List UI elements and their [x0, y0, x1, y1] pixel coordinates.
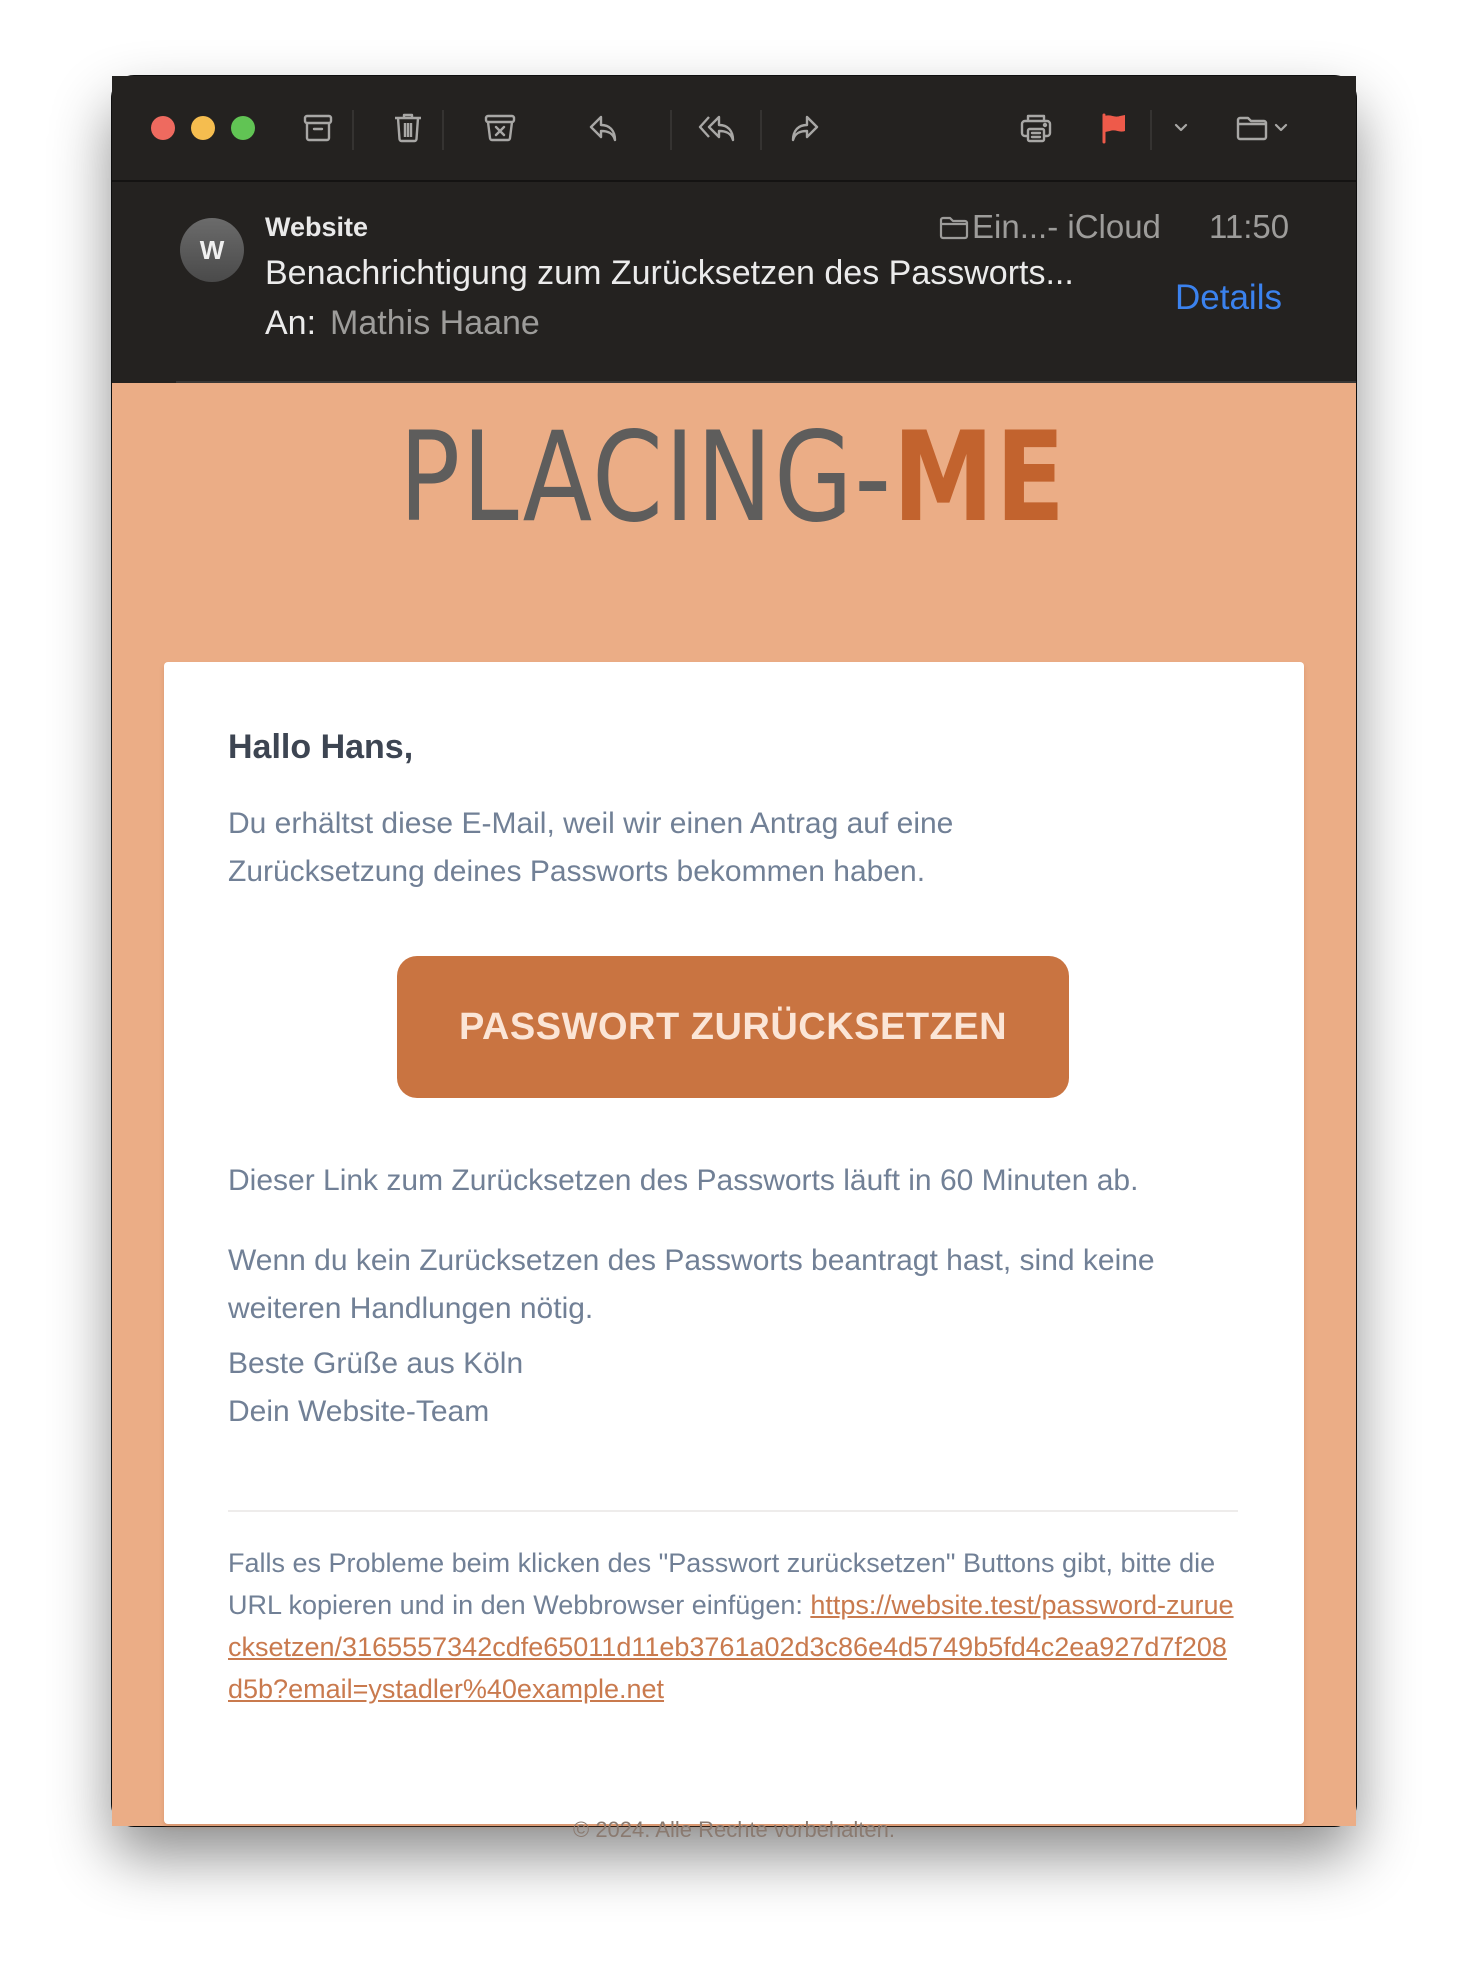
minimize-window-button[interactable] [191, 116, 215, 140]
toolbar-separator [442, 110, 444, 150]
to-label: An: [265, 304, 317, 342]
brand-logo [399, 406, 1067, 550]
forward-icon[interactable] [782, 106, 826, 150]
toolbar-separator [1150, 110, 1152, 150]
chevron-down-icon[interactable] [1272, 118, 1290, 136]
reply-icon[interactable] [582, 106, 626, 150]
intro-paragraph: Du erhältst diese E-Mail, weil wir einen Antrag auf eine Zurücksetzung deines Passworts bekommen haben. [228, 807, 954, 888]
close-window-button[interactable] [151, 116, 175, 140]
no-action-paragraph: Wenn du kein Zurücksetzen des Passworts beantragt hast, sind keine weiteren Handlungen nötig. [228, 1244, 1155, 1325]
mailbox-location[interactable] [938, 208, 1161, 246]
mail-window [112, 76, 1356, 1842]
avatar-initial: W [199, 234, 225, 265]
zoom-window-button[interactable] [231, 116, 255, 140]
footer-copyright: © 2024. Alle Rechte vorbehalten. [573, 1817, 895, 1842]
details-link[interactable]: Details [1175, 278, 1282, 317]
content-divider [228, 1510, 1238, 1512]
message-time: 11:50 [1209, 208, 1290, 245]
logo-text-right: ME [892, 406, 1067, 550]
email-body [112, 383, 1356, 1842]
message-subject: Benachrichtigung zum Zurücksetzen des Passworts... [265, 254, 1074, 292]
reply-all-icon[interactable] [692, 106, 746, 150]
sign-off-line-1: Beste Grüße aus Köln [228, 1347, 524, 1380]
toolbar-separator [670, 110, 672, 150]
reset-password-button[interactable]: PASSWORT ZURÜCKSETZEN [397, 956, 1069, 1098]
recipient-line [265, 304, 540, 343]
folder-icon [938, 212, 970, 242]
reset-url-link[interactable]: https://website.test/password-zuruecksetzen/3165557342cdfe65011d11eb3761a02d3c86e4d5749b5fd4c2ea927d7f208d5b?email=ystadler%40example.net [228, 1590, 1234, 1704]
expiry-paragraph: Dieser Link zum Zurücksetzen des Passworts läuft in 60 Minuten ab. [228, 1164, 1139, 1197]
avatar [180, 218, 244, 282]
toolbar-separator [760, 110, 762, 150]
sign-off-line-2: Dein Website-Team [228, 1395, 490, 1428]
trash-icon[interactable] [386, 106, 430, 150]
greeting: Hallo Hans, [228, 728, 414, 766]
trouble-text: Falls es Probleme beim klicken des "Passwort zurücksetzen" Buttons gibt, bitte die URL kopieren und in den Webbrowser einfügen: [228, 1548, 1216, 1620]
toolbar [112, 76, 1356, 182]
flag-icon[interactable] [1092, 106, 1136, 150]
email-card [164, 662, 1304, 1824]
sender-name[interactable]: Website [265, 212, 369, 242]
archive-icon[interactable] [296, 106, 340, 150]
chevron-down-icon[interactable] [1172, 118, 1190, 136]
logo-text-left: PLACING- [399, 406, 893, 550]
trouble-paragraph [228, 1542, 1240, 1710]
message-header [112, 182, 1356, 383]
toolbar-separator [352, 110, 354, 150]
print-icon[interactable] [1014, 106, 1058, 150]
junk-icon[interactable] [478, 106, 522, 150]
mailbox-name: Ein...- iCloud [972, 208, 1161, 245]
recipient-name[interactable]: Mathis Haane [330, 304, 540, 342]
move-to-folder-icon[interactable] [1230, 106, 1274, 150]
